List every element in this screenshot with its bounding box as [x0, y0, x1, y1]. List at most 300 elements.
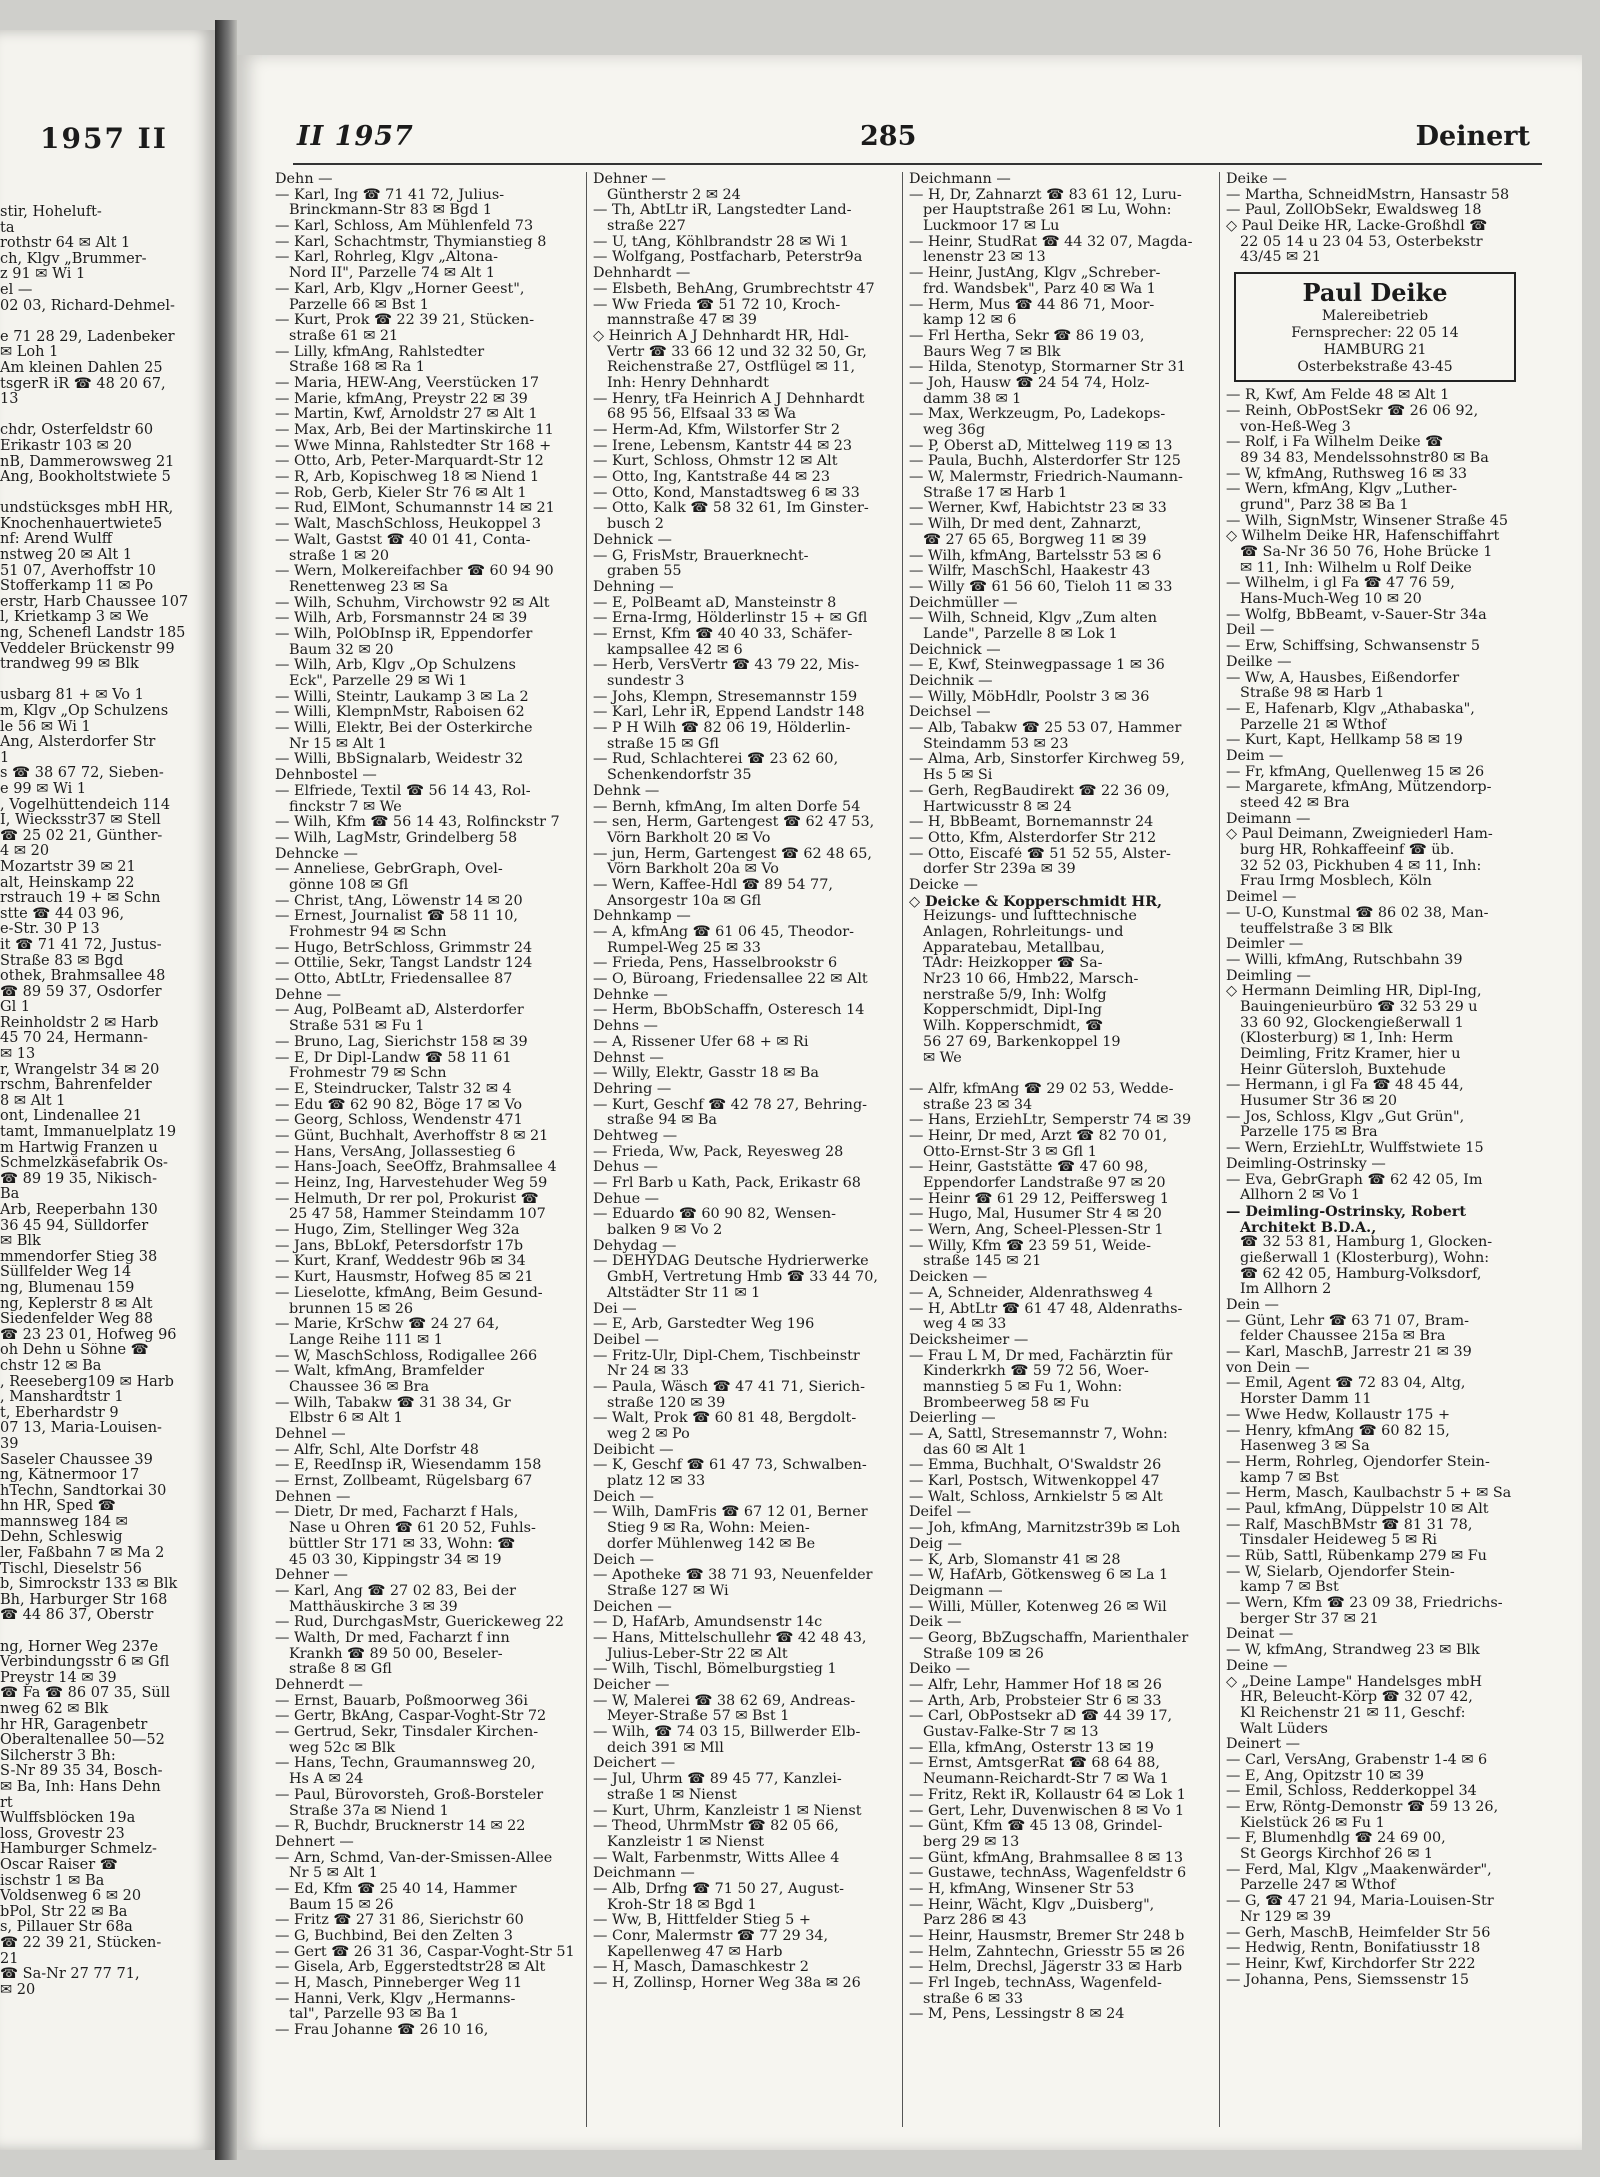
- directory-entry-line: — Willy ☎ 61 56 60, Tieloh 11 ✉ 33: [909, 579, 1173, 595]
- left-entry-line: trandweg 99 ✉ Blk: [0, 657, 139, 673]
- left-entry-line: 8 ✉ Alt 1: [0, 1093, 66, 1109]
- directory-entry-line: Wilh. Kopperschmidt, ☎: [923, 1019, 1104, 1035]
- directory-entry-line: — Georg, BbZugschaffn, Marienthaler: [909, 1630, 1189, 1646]
- directory-entry-line: — Ella, kfmAng, Osterstr 13 ✉ 19: [909, 1740, 1154, 1756]
- left-entry-line: ng, Schenefl Landstr 185: [0, 626, 186, 642]
- directory-entry-line: straße 61 ✉ 21: [289, 328, 399, 344]
- left-entry-line: ☎ 22 39 21, Stücken-: [0, 1935, 162, 1951]
- left-entry-line: 45 70 24, Hermann-: [0, 1031, 148, 1047]
- left-entry-line: Mozartstr 39 ✉ 21: [0, 859, 136, 875]
- directory-entry-line: ◇ Deicke & Kopperschmidt HR,: [909, 893, 1163, 910]
- directory-entry-line: — Wern, Ang, Scheel-Plessen-Str 1: [909, 1223, 1164, 1239]
- left-entry-line: [0, 314, 215, 330]
- directory-entry-line: — Aug, PolBeamt aD, Alsterdorfer: [275, 1003, 524, 1019]
- left-entry-line: ☎ 89 19 35, Nikisch-: [0, 1171, 158, 1187]
- directory-entry-line: Neumann-Reichardt-Str 7 ✉ Wa 1: [923, 1772, 1169, 1788]
- directory-entry-line: Frohmestr 79 ✉ Schn: [289, 1066, 447, 1082]
- left-entry-line: Knochenhauertwiete5: [0, 516, 163, 532]
- directory-entry-line: — Walt, MaschSchloss, Heukoppel 3: [275, 517, 542, 533]
- left-entry-line: ✉ Loh 1: [0, 345, 59, 361]
- left-entry-line: [0, 486, 215, 502]
- directory-entry-line: Bauingenieurbüro ☎ 32 53 29 u: [1240, 999, 1478, 1015]
- left-entry-line: Silcherstr 3 Bh:: [0, 1748, 116, 1764]
- left-entry-line: , Vogelhüttendeich 114: [0, 797, 171, 813]
- left-entry-line: e-Str. 30 P 13: [0, 922, 100, 938]
- directory-entry-line: Deichnick —: [909, 642, 1001, 658]
- directory-entry-line: — Heinr ☎ 61 29 12, Peiffersweg 1: [909, 1191, 1170, 1207]
- directory-entry-line: — Otto, Kond, Manstadtsweg 6 ✉ 33: [593, 485, 860, 501]
- directory-entry-line: ◇ Heinrich A J Dehnhardt HR, Hdl-: [593, 328, 849, 344]
- left-entry-line: mannsweg 184 ✉: [0, 1514, 128, 1530]
- directory-entry-line: damm 38 ✉ 1: [923, 391, 1022, 407]
- left-entry-line: 36 45 94, Sülldorfer: [0, 1218, 149, 1234]
- left-entry-line: 07 13, Maria-Louisen-: [0, 1421, 162, 1437]
- directory-entry-line: straße 23 ✉ 34: [923, 1097, 1033, 1113]
- directory-entry-line: Parzelle 21 ✉ Wthof: [1240, 717, 1387, 733]
- left-entry-line: Schmelzkäsefabrik Os-: [0, 1156, 168, 1172]
- directory-entry-line: — W, kfmAng, Ruthsweg 16 ✉ 33: [1226, 466, 1468, 482]
- left-entry-line: rschm, Bahrenfelder: [0, 1078, 152, 1094]
- left-page: [0, 30, 215, 2150]
- directory-entry-line: — Wilh, SignMstr, Winsener Straße 45: [1226, 513, 1509, 529]
- directory-entry-line: deich 391 ✉ Mll: [607, 1740, 724, 1756]
- directory-entry-line: Heinr Gütersloh, Buxtehude: [1240, 1062, 1446, 1078]
- directory-entry-line: Horster Damm 11: [1240, 1392, 1372, 1408]
- directory-entry-line: straße 94 ✉ Ba: [607, 1113, 718, 1129]
- left-entry-line: usbarg 81 + ✉ Vo 1: [0, 688, 144, 704]
- directory-entry-line: Straße 531 ✉ Fu 1: [289, 1019, 425, 1035]
- directory-entry-line: — Karl, Ang ☎ 27 02 83, Bei der: [275, 1583, 516, 1599]
- directory-entry-line: Nr 5 ✉ Alt 1: [289, 1866, 378, 1882]
- left-entry-line: Am kleinen Dahlen 25: [0, 360, 163, 376]
- left-entry-line: ont, Lindenallee 21: [0, 1109, 143, 1125]
- directory-entry-line: — Gertr, BkAng, Caspar-Voght-Str 72: [275, 1709, 547, 1725]
- directory-entry-line: — Ernst, Kfm ☎ 40 40 33, Schäfer-: [593, 626, 853, 642]
- directory-entry-line: Dehn —: [275, 172, 333, 187]
- directory-entry-line: frd. Wandsbek", Parz 40 ✉ Wa 1: [923, 281, 1156, 297]
- directory-entry-line: — Emil, Agent ☎ 72 83 04, Altg,: [1226, 1376, 1466, 1392]
- directory-entry-line: — Heinr, Gaststätte ☎ 47 60 98,: [909, 1160, 1149, 1176]
- directory-entry-line: — K, Arb, Slomanstr 41 ✉ 28: [909, 1552, 1121, 1568]
- directory-entry-line: — Frieda, Pens, Hasselbrookstr 6: [593, 956, 838, 972]
- directory-entry-line: — Jul, Uhrm ☎ 89 45 77, Kanzlei-: [593, 1772, 842, 1788]
- directory-entry-line: Straße 17 ✉ Harb 1: [923, 485, 1068, 501]
- directory-entry-line: gießerwall 1 (Klosterburg), Wohn:: [1240, 1250, 1490, 1266]
- directory-entry-line: ☎ Sa-Nr 36 50 76, Hohe Brücke 1: [1240, 545, 1493, 560]
- directory-entry-line: — Ed, Kfm ☎ 25 40 14, Hammer: [275, 1881, 517, 1897]
- ad-title: Paul Deike: [1302, 278, 1448, 308]
- directory-entry-line: kamp 7 ✉ Bst: [1240, 1580, 1339, 1596]
- directory-entry-line: dorfer Str 239a ✉ 39: [923, 862, 1076, 878]
- directory-entry-line: Rumpel-Weg 25 ✉ 33: [607, 940, 761, 956]
- directory-entry-line: — W, HafArb, Götkensweg 6 ✉ La 1: [909, 1568, 1169, 1584]
- directory-entry-line: — Eva, GebrGraph ☎ 62 42 05, Im: [1226, 1172, 1483, 1188]
- directory-entry-line: Heizungs- und lufttechnische: [923, 909, 1137, 925]
- directory-entry-line: — Walt, Prok ☎ 60 81 48, Bergdolt-: [593, 1411, 857, 1427]
- directory-entry-line: — A, Schneider, Aldenrathsweg 4: [909, 1285, 1153, 1301]
- directory-entry-line: Hans-Much-Weg 10 ✉ 20: [1240, 592, 1422, 608]
- directory-entry-line: finckstr 7 ✉ We: [289, 799, 402, 815]
- directory-entry-line: — Heinr, Hausmstr, Bremer Str 248 b: [909, 1929, 1185, 1944]
- directory-entry-line: — Wolfg, BbBeamt, v-Sauer-Str 34a: [1226, 607, 1487, 623]
- directory-entry-line: — Lieselotte, kfmAng, Beim Gesund-: [275, 1285, 543, 1301]
- left-entry-line: Ba: [0, 1187, 20, 1203]
- directory-entry-line: Güntherstr 2 ✉ 24: [607, 187, 741, 203]
- directory-entry-line: nerstraße 5/9, Inh: Wolfg: [923, 987, 1107, 1003]
- directory-entry-line: — Conr, Malermstr ☎ 77 29 34,: [593, 1929, 829, 1944]
- directory-entry-line: GmbH, Vertretung Hmb ☎ 33 44 70,: [607, 1270, 878, 1286]
- left-entry-line: s, Pillauer Str 68a: [0, 1920, 133, 1936]
- directory-entry-line: — Ralf, MaschBMstr ☎ 81 31 78,: [1226, 1517, 1473, 1533]
- directory-entry-line: — Ww, B, Hittfelder Stieg 5 +: [593, 1913, 811, 1929]
- left-entry-line: nf: Arend Wulff: [0, 532, 113, 548]
- left-entry-line: Oberaltenallee 50—52: [0, 1733, 165, 1749]
- directory-entry-line: — Wern, Molkereifachber ☎ 60 94 90: [275, 564, 554, 580]
- directory-entry-line: Deimling-Ostrinsky —: [1226, 1156, 1386, 1172]
- left-entry-line: nB, Dammerowsweg 21: [0, 454, 175, 470]
- directory-entry-line: — Frieda, Ww, Pack, Reyesweg 28: [593, 1144, 844, 1160]
- directory-entry-line: Deig —: [909, 1536, 962, 1552]
- directory-entry-line: Nr 15 ✉ Alt 1: [289, 736, 388, 752]
- directory-entry-line: — W, Sielarb, Ojendorfer Stein-: [1226, 1564, 1455, 1580]
- directory-entry-line: — K, Geschf ☎ 61 47 73, Schwalben-: [593, 1458, 867, 1474]
- left-entry-line: [0, 408, 215, 424]
- directory-entry-line: Hasenweg 3 ✉ Sa: [1240, 1439, 1370, 1455]
- directory-entry-line: Eppendorfer Landstraße 97 ✉ 20: [923, 1176, 1166, 1191]
- left-entry-line: m, Klgv „Op Schulzens: [0, 704, 169, 719]
- directory-entry-line: kampsallee 42 ✉ 6: [607, 642, 743, 658]
- directory-entry-line: 33 60 92, Glockengießerwall 1: [1240, 1015, 1464, 1031]
- left-entry-line: ta: [0, 220, 15, 236]
- directory-entry-line: Dehnk —: [593, 783, 660, 799]
- directory-entry-line: — Jans, BbLokf, Petersdorfstr 17b: [275, 1238, 524, 1254]
- directory-entry-line: — Hans, ErziehLtr, Semperstr 74 ✉ 39: [909, 1113, 1192, 1129]
- directory-entry-line: — G, ☎ 47 21 94, Maria-Louisen-Str: [1226, 1894, 1494, 1910]
- directory-entry-line: Deilke —: [1226, 654, 1292, 670]
- directory-entry-line: — Heinr, Wächt, Klgv „Duisberg",: [909, 1897, 1155, 1913]
- directory-entry-line: Hartwicusstr 8 ✉ 24: [923, 799, 1072, 815]
- directory-entry-line: 56 27 69, Barkenkoppel 19: [923, 1034, 1121, 1050]
- directory-entry-line: kamp 7 ✉ Bst: [1240, 1470, 1339, 1486]
- directory-entry-line: — Margarete, kfmAng, Mützendorp-: [1226, 780, 1492, 796]
- header-catchword: Deinert: [1415, 121, 1530, 152]
- directory-entry-line: — Hanni, Verk, Klgv „Hermanns-: [275, 1991, 516, 2007]
- directory-entry-line: Meyer-Straße 57 ✉ Bst 1: [607, 1709, 790, 1725]
- directory-entry-line: — Wern, ErziehLtr, Wulffstwiete 15: [1226, 1141, 1484, 1157]
- directory-entry-line: — U, tAng, Köhlbrandstr 28 ✉ Wi 1: [593, 234, 849, 250]
- directory-entry-line: straße 145 ✉ 21: [923, 1254, 1042, 1270]
- directory-entry-line: — Walt, Farbenmstr, Witts Allee 4: [593, 1850, 840, 1866]
- left-entry-line: 02 03, Richard-Dehmel-: [0, 298, 175, 314]
- left-entry-line: ✉ 13: [0, 1047, 36, 1063]
- directory-entry-line: — R, Buchdr, Brucknerstr 14 ✉ 22: [275, 1819, 526, 1835]
- directory-entry-line: — O, Büroang, Friedensallee 22 ✉ Alt: [593, 972, 868, 988]
- directory-entry-line: straße 6 ✉ 33: [923, 1991, 1024, 2007]
- left-page-header: 1957 II: [40, 122, 168, 155]
- directory-entry-line: — Alma, Arb, Sinstorfer Kirchweg 59,: [909, 752, 1185, 768]
- left-entry-line: ischstr 1 ✉ Ba: [0, 1873, 105, 1889]
- directory-entry-line: — G, FrisMstr, Brauerknecht-: [593, 548, 809, 564]
- directory-entry-line: — Herm, Rohrleg, Ojendorfer Stein-: [1226, 1454, 1490, 1470]
- directory-entry-line: Nr 24 ✉ 33: [607, 1364, 689, 1380]
- left-entry-line: Ang, Bookholtstwiete 5: [0, 470, 171, 486]
- directory-entry-line: — DEHYDAG Deutsche Hydrierwerke: [593, 1254, 869, 1270]
- directory-entry-line: — Rolf, i Fa Wilhelm Deike ☎: [1226, 435, 1444, 451]
- directory-entry-line: — Werner, Kwf, Habichtstr 23 ✉ 33: [909, 501, 1167, 517]
- directory-entry-line: — Max, Arb, Bei der Martinskirche 11: [275, 423, 554, 438]
- directory-entry-line: — W, Malerei ☎ 38 62 69, Andreas-: [593, 1693, 856, 1709]
- directory-entry-line: Dehnkamp —: [593, 909, 691, 925]
- directory-entry-line: — Günt, Buchhalt, Averhoffstr 8 ✉ 21: [275, 1128, 549, 1144]
- page-number: 285: [860, 121, 917, 152]
- directory-entry-line: — Otto, Kfm, Alsterdorfer Str 212: [909, 830, 1157, 846]
- directory-entry-line: Krankh ☎ 89 50 00, Beseler-: [289, 1646, 503, 1662]
- directory-entry-line: Tinsdaler Heideweg 5 ✉ Ri: [1240, 1533, 1438, 1549]
- directory-entry-line: — Gustawe, technAss, Wagenfeldstr 6: [909, 1866, 1187, 1882]
- directory-entry-line: — Walt, kfmAng, Bramfelder: [275, 1364, 485, 1380]
- directory-entry-line: — H, BbBeamt, Bornemannstr 24: [909, 815, 1154, 831]
- directory-entry-line: — Carl, VersAng, Grabenstr 1-4 ✉ 6: [1226, 1752, 1488, 1768]
- left-entry-line: nstweg 20 ✉ Alt 1: [0, 548, 133, 564]
- directory-entry-line: — Edu ☎ 62 90 82, Böge 17 ✉ Vo: [275, 1097, 523, 1113]
- directory-entry-line: — A, Sattl, Stresemannstr 7, Wohn:: [909, 1427, 1168, 1442]
- directory-entry-line: Schenkendorfstr 35: [607, 768, 752, 784]
- directory-entry-line: ☎ 27 65 65, Borgweg 11 ✉ 39: [923, 532, 1147, 548]
- directory-entry-line: sundestr 3: [607, 674, 685, 689]
- directory-entry-line: — Willi, BbSignalarb, Weidestr 32: [275, 752, 524, 768]
- directory-entry-line: Deichnik —: [909, 674, 993, 689]
- directory-entry-line: — Herm, Mus ☎ 44 86 71, Moor-: [909, 297, 1155, 313]
- directory-entry-line: Frohmestr 94 ✉ Schn: [289, 925, 447, 940]
- directory-entry-line: — Christ, tAng, Löwenstr 14 ✉ 20: [275, 893, 523, 909]
- directory-entry-line: Walt Lüders: [1240, 1721, 1328, 1737]
- directory-entry-line: — Marie, KrSchw ☎ 24 27 64,: [275, 1317, 500, 1333]
- directory-entry-line: Deicken —: [909, 1270, 988, 1286]
- directory-entry-line: ◇ Paul Deike HR, Lacke-Großhdl ☎: [1226, 219, 1488, 235]
- directory-entry-line: — A, kfmAng ☎ 61 06 45, Theodor-: [593, 925, 855, 940]
- directory-entry-line: — W, MaschSchloss, Rodigallee 266: [275, 1348, 538, 1364]
- directory-entry-line: Deierling —: [909, 1411, 996, 1427]
- directory-entry-line: Otto-Ernst-Str 3 ✉ Gfl 1: [923, 1144, 1097, 1160]
- directory-entry-line: — Günt, kfmAng, Brahmsallee 8 ✉ 13: [909, 1850, 1184, 1866]
- left-entry-line: Voldsenweg 6 ✉ 20: [0, 1889, 142, 1905]
- left-entry-line: Preystr 14 ✉ 39: [0, 1670, 117, 1686]
- directory-entry-line: — Hugo, Mal, Husumer Str 4 ✉ 20: [909, 1207, 1162, 1223]
- directory-entry-line: Straße 109 ✉ 26: [923, 1646, 1044, 1662]
- directory-entry-line: — Frau Johanne ☎ 26 10 16,: [275, 2023, 489, 2039]
- directory-entry-line: Dei —: [593, 1301, 637, 1317]
- left-entry-line: Veddeler Brückenstr 99: [0, 641, 175, 657]
- directory-entry-line: — Herm, Masch, Kaulbachstr 5 + ✉ Sa: [1226, 1486, 1512, 1502]
- directory-entry-line: — H, Dr, Zahnarzt ☎ 83 61 12, Luru-: [909, 187, 1182, 203]
- page-header: [237, 121, 1582, 161]
- directory-column-3: [909, 172, 1209, 2132]
- directory-entry-line: 25 47 58, Hammer Steindamm 107: [289, 1207, 546, 1223]
- directory-entry-line: — Frl Hertha, Sekr ☎ 86 19 03,: [909, 328, 1145, 344]
- left-entry-line: Stofferkamp 11 ✉ Po: [0, 579, 154, 595]
- left-entry-line: Wulffsblöcken 19a: [0, 1811, 136, 1827]
- directory-entry-line: ◇ Wilhelm Deike HR, Hafenschiffahrt: [1226, 529, 1500, 545]
- directory-entry-line: Deichen —: [593, 1599, 672, 1615]
- directory-entry-line: Dehnen —: [275, 1489, 351, 1505]
- directory-entry-line: — E, Ang, Opitzstr 10 ✉ 39: [1226, 1768, 1425, 1784]
- directory-entry-line: mannstieg 5 ✉ Fu 1, Wohn:: [923, 1379, 1123, 1395]
- directory-entry-line: — jun, Herm, Gartengest ☎ 62 48 65,: [593, 846, 873, 862]
- directory-entry-line: — Rud, Schlachterei ☎ 23 62 60,: [593, 752, 839, 768]
- directory-entry-line: — Emma, Buchhalt, O'Swaldstr 26: [909, 1458, 1162, 1474]
- directory-entry-line: — G, Buchbind, Bei den Zelten 3: [275, 1929, 513, 1944]
- left-entry-line: ch, Klgv „Brummer-: [0, 251, 147, 267]
- directory-entry-line: Deifel —: [909, 1505, 972, 1521]
- directory-entry-line: — Gert ☎ 26 31 36, Caspar-Voght-Str 51: [275, 1944, 575, 1960]
- directory-entry-line: — Maria, HEW-Ang, Veerstücken 17: [275, 375, 540, 391]
- directory-entry-line: — F, Blumenhdlg ☎ 24 69 00,: [1226, 1831, 1446, 1847]
- directory-entry-line: — D, HafArb, Amundsenstr 14c: [593, 1615, 823, 1631]
- left-entry-line: ☎ 25 02 21, Günther-: [0, 828, 163, 844]
- directory-entry-line: 45 03 30, Kippingstr 34 ✉ 19: [289, 1552, 502, 1568]
- directory-entry-line: Stieg 9 ✉ Ra, Wohn: Meien-: [607, 1521, 810, 1537]
- left-entry-line: othek, Brahmsallee 48: [0, 969, 166, 985]
- directory-entry-line: — Wilh, PolObInsp iR, Eppendorfer: [275, 626, 533, 642]
- directory-entry-line: Deine —: [1226, 1658, 1288, 1674]
- directory-entry-line: — Erna-Irmg, Hölderlinstr 15 + ✉ Gfl: [593, 611, 868, 627]
- directory-entry-line: Vörn Barkholt 20 ✉ Vo: [607, 830, 771, 846]
- directory-entry-line: Deich —: [593, 1552, 654, 1568]
- directory-entry-line: — Hugo, Zim, Stellinger Weg 32a: [275, 1223, 520, 1239]
- directory-entry-line: teuffelstraße 3 ✉ Blk: [1240, 921, 1393, 937]
- directory-entry-line: — Kurt, Geschf ☎ 42 78 27, Behring-: [593, 1097, 868, 1113]
- left-entry-line: t, Eberhardstr 9: [0, 1405, 119, 1421]
- directory-entry-line: Lande", Parzelle 8 ✉ Lok 1: [923, 626, 1118, 642]
- directory-entry-line: Deiko —: [909, 1662, 971, 1678]
- directory-entry-line: ☎ 62 42 05, Hamburg-Volksdorf,: [1240, 1266, 1482, 1282]
- right-page: [237, 55, 1582, 2150]
- directory-entry-line: Dehtweg —: [593, 1128, 678, 1144]
- directory-entry-line: Deimling, Fritz Kramer, hier u: [1240, 1047, 1461, 1062]
- directory-entry-line: Frau Irmg Mosblech, Köln: [1240, 874, 1432, 890]
- directory-entry-line: ◇ Hermann Deimling HR, Dipl-Ing,: [1226, 984, 1482, 1000]
- left-entry-line: e 71 28 29, Ladenbeker: [0, 329, 175, 345]
- directory-entry-line: weg 52c ✉ Blk: [289, 1740, 396, 1756]
- directory-entry-line: — Karl, Schachtmstr, Thymianstieg 8: [275, 234, 547, 250]
- left-entry-line: 1: [0, 750, 10, 766]
- directory-entry-line: — Wwe Minna, Rahlstedter Str 168 +: [275, 438, 552, 454]
- left-entry-line: Oscar Raiser ☎: [0, 1857, 118, 1873]
- directory-entry-line: — Ottilie, Sekr, Tangst Landstr 124: [275, 956, 533, 972]
- directory-entry-line: straße 8 ✉ Gfl: [289, 1662, 392, 1678]
- directory-entry-line: — Hans-Joach, SeeOffz, Brahmsallee 4: [275, 1160, 557, 1176]
- directory-entry-line: weg 2 ✉ Po: [607, 1427, 690, 1442]
- directory-entry-line: Elbstr 6 ✉ Alt 1: [289, 1411, 403, 1427]
- directory-entry-line: straße 1 ✉ Nienst: [607, 1787, 737, 1803]
- directory-entry-line: 43/45 ✉ 21: [1240, 250, 1321, 266]
- directory-entry-line: Dehnel —: [275, 1427, 346, 1442]
- directory-entry-line: Deicher —: [593, 1678, 670, 1693]
- directory-entry-line: — Ww, A, Hausbes, Eißendorfer: [1226, 670, 1460, 686]
- directory-entry-line: von-Heß-Weg 3: [1240, 419, 1351, 435]
- directory-entry-line: Straße 168 ✉ Ra 1: [289, 360, 425, 376]
- directory-entry-line: — Fr, kfmAng, Quellenweg 15 ✉ 26: [1226, 764, 1485, 780]
- directory-entry-line: — P, Oberst aD, Mittelweg 119 ✉ 13: [909, 438, 1173, 454]
- directory-entry-line: — E, ReedInsp iR, Wiesendamm 158: [275, 1458, 542, 1474]
- directory-entry-line: dorfer Mühlenweg 142 ✉ Be: [607, 1536, 816, 1552]
- left-entry-line: r, Wrangelstr 34 ✉ 20: [0, 1062, 160, 1078]
- directory-entry-line: Husumer Str 36 ✉ 20: [1240, 1094, 1398, 1110]
- left-entry-line: ☎ Fa ☎ 86 07 35, Süll: [0, 1686, 171, 1702]
- directory-entry-line: Brombeerweg 58 ✉ Fu: [923, 1395, 1090, 1411]
- directory-entry-line: — Walt, Schloss, Arnkielstr 5 ✉ Alt: [909, 1489, 1163, 1505]
- left-entry-line: mmendorfer Stieg 38: [0, 1249, 158, 1265]
- ad-subtitle: Malereibetrieb: [1321, 308, 1429, 325]
- left-entry-line: ☎ 23 23 01, Hofweg 96: [0, 1327, 177, 1343]
- directory-entry-line: büttler Str 171 ✉ 33, Wohn: ☎: [289, 1536, 516, 1552]
- left-entry-line: Arb, Reeperbahn 130: [0, 1203, 158, 1218]
- directory-entry-line: — Karl, Schloss, Am Mühlenfeld 73: [275, 219, 534, 235]
- directory-entry-line: — Wern, Kaffee-Hdl ☎ 89 54 77,: [593, 877, 833, 893]
- directory-entry-line: Altstädter Str 11 ✉ 1: [607, 1285, 761, 1301]
- directory-entry-line: Dehue —: [593, 1191, 660, 1207]
- directory-entry-line: — Kurt, Schloss, Ohmstr 12 ✉ Alt: [593, 454, 838, 470]
- directory-entry-line: Dehus —: [593, 1160, 658, 1176]
- directory-entry-line: — Wilhelm, i gl Fa ☎ 47 76 59,: [1226, 576, 1455, 592]
- directory-entry-line: Dehnerdt —: [275, 1678, 363, 1693]
- directory-entry-line: (Klosterburg) ✉ 1, Inh: Herm: [1240, 1031, 1454, 1047]
- left-entry-line: loss, Grovestr 23: [0, 1826, 125, 1842]
- directory-entry-line: — Wilh, Arb, Forsmannstr 24 ✉ 39: [275, 611, 528, 627]
- left-entry-line: Gl 1: [0, 1000, 31, 1016]
- directory-entry-line: tal", Parzelle 93 ✉ Ba 1: [289, 2007, 460, 2023]
- directory-entry-line: Baum 15 ✉ 26: [289, 1897, 394, 1913]
- directory-entry-line: — Helm, Drechsl, Jägerstr 33 ✉ Harb: [909, 1960, 1183, 1976]
- directory-entry-line: Vertr ☎ 33 66 12 und 32 32 50, Gr,: [607, 344, 867, 360]
- directory-entry-line: mannstraße 47 ✉ 39: [607, 313, 757, 329]
- directory-entry-line: Dehnert —: [275, 1834, 354, 1850]
- directory-entry-line: — E, Dr Dipl-Landw ☎ 58 11 61: [275, 1050, 512, 1066]
- directory-entry-line: — Herb, VersVertr ☎ 43 79 22, Mis-: [593, 658, 860, 674]
- directory-entry-line: — Arth, Arb, Probsteier Str 6 ✉ 33: [909, 1693, 1162, 1709]
- directory-entry-line: — Heinr, Dr med, Arzt ☎ 82 70 01,: [909, 1128, 1168, 1144]
- left-entry-line: tsgerR iR ☎ 48 20 67,: [0, 376, 166, 392]
- directory-entry-line: — Erw, Röntg-Demonstr ☎ 59 13 26,: [1226, 1800, 1499, 1815]
- directory-entry-line: — Joh, kfmAng, Marnitzstr39b ✉ Loh: [909, 1521, 1181, 1537]
- directory-entry-line: — Otto, Arb, Peter-Marquardt-Str 12: [275, 454, 544, 470]
- directory-entry-line: Steindamm 53 ✉ 23: [923, 736, 1069, 752]
- left-entry-line: ✉ Blk: [0, 1234, 41, 1250]
- directory-entry-line: Deichmann —: [593, 1866, 695, 1882]
- left-entry-line: hr HR, Garagenbetr: [0, 1717, 148, 1733]
- directory-entry-line: grund", Parz 38 ✉ Ba 1: [1240, 497, 1409, 513]
- directory-entry-line: Dehner —: [593, 172, 666, 187]
- directory-entry-line: — Johs, Klempn, Stresemannstr 159: [593, 689, 858, 705]
- directory-entry-line: Kinderkrkh ☎ 59 72 56, Woer-: [923, 1364, 1149, 1380]
- directory-entry-line: — Hedwig, Rentn, Bonifatiusstr 18: [1226, 1941, 1481, 1957]
- directory-entry-line: — Karl, Ing ☎ 71 41 72, Julius-: [275, 187, 505, 203]
- directory-entry-line: — Ernst, Zollbeamt, Rügelsbarg 67: [275, 1474, 533, 1490]
- directory-entry-line: — Karl, Arb, Klgv „Horner Geest",: [275, 281, 525, 297]
- left-entry-line: ng, Keplerstr 8 ✉ Alt: [0, 1296, 153, 1312]
- directory-entry-line: — U-O, Kunstmal ☎ 86 02 38, Man-: [1226, 905, 1489, 921]
- directory-entry-line: Deibicht —: [593, 1442, 674, 1458]
- directory-entry-line: — Paul, Bürovorsteh, Groß-Borsteler: [275, 1787, 544, 1803]
- header-volume-year: II 1957: [297, 121, 414, 152]
- directory-entry-line: Deich —: [593, 1489, 654, 1505]
- directory-entry-line: straße 15 ✉ Gfl: [607, 736, 719, 752]
- directory-entry-line: — Paula, Wäsch ☎ 47 41 71, Sierich-: [593, 1379, 865, 1395]
- directory-entry-line: — Kurt, Kapt, Hellkamp 58 ✉ 19: [1226, 733, 1463, 749]
- directory-entry-line: TAdr: Heizkopper ☎ Sa-: [923, 956, 1103, 972]
- directory-entry-line: gönne 108 ✉ Gfl: [289, 877, 409, 893]
- directory-entry-line: — Gisela, Arb, Eggerstedtstr28 ✉ Alt: [275, 1960, 546, 1976]
